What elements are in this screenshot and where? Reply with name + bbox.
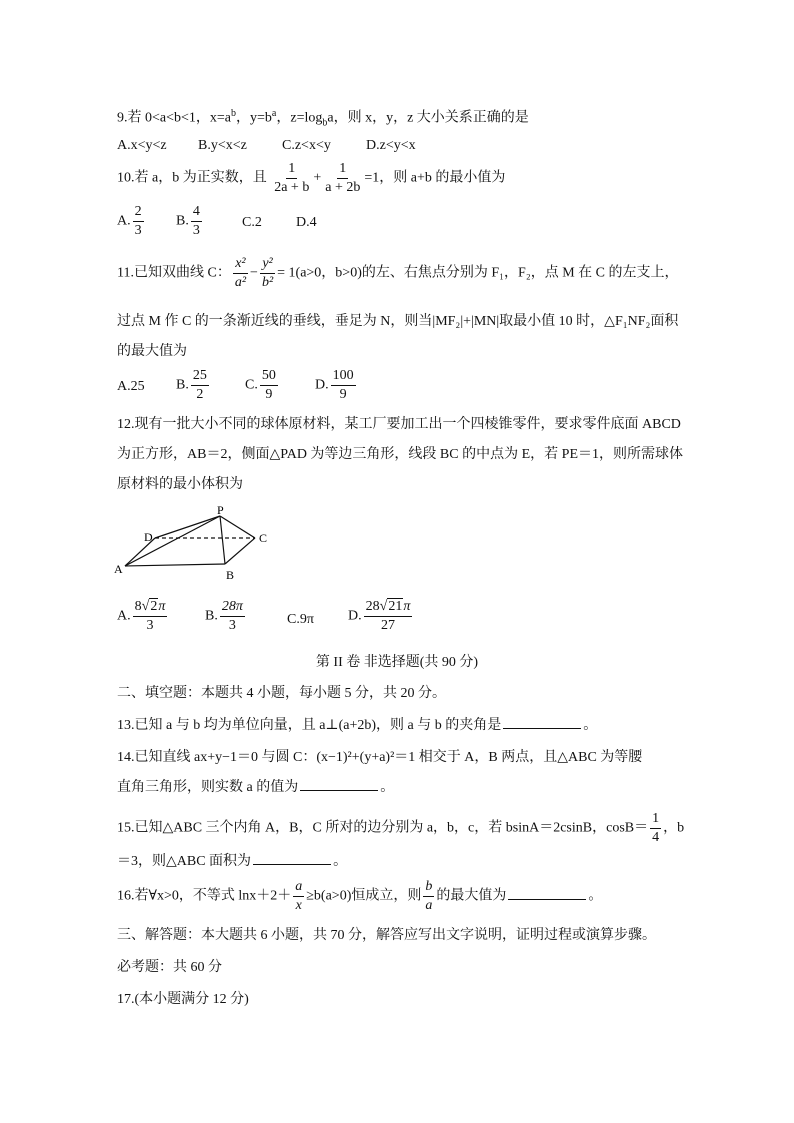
q12-option-a: A. $\frac{8√2\pi}{3}$ [117,599,166,633]
q10-option-d: D.4 [296,215,317,230]
q16-answer-blank[interactable] [508,887,586,900]
pyramid-figure [110,504,290,584]
q11-option-b: B. $\frac{25}{2}$ [176,368,207,402]
q14-stem-line1: 14.已知直线 ax+y−1＝0 与圆 C：(x−1)²+(y+a)²＝1 相交于 A，B 两点，且△ABC 为等腰 [117,750,643,765]
label-a: A [114,562,123,576]
label-p: P [217,504,224,517]
q16-stem: 16.若∀x>0，不等式 lnx＋2＋ $\frac{a}{x}$ ≥b(a>0)恒成立，则 $\frac{b}{a}$ 的最大值为 。 [117,879,603,913]
edge-pc [220,516,255,538]
q14-answer-blank[interactable] [300,778,378,791]
q9-option-a: A.x<y<z [117,138,167,153]
q12-option-b: B. $\frac{28\pi}{3}$ [205,599,243,633]
edge-ab [125,564,225,566]
q17-heading: 17.(本小题满分 12 分) [117,992,249,1007]
q15-stem-line2: ＝3，则△ABC 面积为 。 [117,854,348,869]
q11-stem-line1: 11.已知双曲线 C： $\frac{\text{x²}}{\text{a²}}$ − $\frac{\text{y²}}{\text{b²}}$ = 1(a>0，b>0)的左、右焦点分别为 F₁，F₂，点 M 在 C 的左支上， [117,256,679,290]
q12-stem-line1: 12.现有一批大小不同的球体原材料，某工厂要加工出一个四棱锥零件，要求零件底面 ABCD [117,417,681,432]
q10-option-c: C.2 [242,215,262,230]
q13-stem: 13.已知 a 与 b 均为单位向量，且 a⊥(a+2b)，则 a 与 b 的夹角是 。 [117,718,598,733]
edge-bc [225,538,255,564]
q9-option-c: C.z<x<y [282,138,331,153]
section-2-title: 第 II 卷 非选择题(共 90 分) [315,655,479,670]
q15-stem-line1: 15.已知△ABC 三个内角 A，B，C 所对的边分别为 a，b，c，若 bsinA＝2csinB，cosB＝ $\frac{1}{4}$ ，b [117,811,685,845]
q11-stem-line2: 过点 M 作 C 的一条渐近线的垂线，垂足为 N，则当|MF₂|+|MN|取最小值 10 时，△F₁NF₂面积 [117,314,679,329]
q11-stem-line3: 的最大值为 [117,344,187,359]
q9-option-b: B.y<x<z [198,138,247,153]
q12-option-d: D. $\frac{28√21\pi}{27}$ [348,599,411,633]
part-3-heading: 三、解答题：本大题共 6 小题，共 70 分，解答应写出文字说明，证明过程或演算步骤。 [117,928,656,943]
q12-option-c: C.9π [287,612,314,627]
label-b: B [226,568,235,582]
q13-answer-blank[interactable] [503,716,581,729]
q10-fraction-2: $\frac{1}{a + 2b}$ [325,161,361,195]
q12-stem-line2: 为正方形，AB＝2，侧面△PAD 为等边三角形，线段 BC 的中点为 E，若 PE＝1，则所需球体 [117,447,684,462]
q10-fraction-1: $\frac{1}{2a + b}$ [274,161,310,195]
q9-option-d: D.z<y<x [366,138,416,153]
edge-dp [155,516,220,538]
q10-option-a: A. $\frac{2}{3}$ [117,204,142,238]
part-2-heading: 二、填空题：本题共 4 小题，每小题 5 分，共 20 分。 [117,686,446,701]
edge-pb [220,516,225,564]
q15-answer-blank[interactable] [253,852,331,865]
q14-stem-line2: 直角三角形，则实数 a 的值为 。 [117,780,395,795]
label-c: C [259,531,268,545]
q11-option-d: D. $\frac{100}{9}$ [315,368,354,402]
q11-option-c: C. $\frac{50}{9}$ [245,368,276,402]
required-heading: 必考题：共 60 分 [117,960,222,975]
q10-stem: 10.若 a，b 为正实数，且 $\frac{1}{2a + b}$ + $\frac{1}{a + 2b}$ =1，则 a+b 的最小值为 [117,161,506,195]
q12-stem-line3: 原材料的最小体积为 [117,477,243,492]
q11-option-a: A.25 [117,379,145,394]
edge-ap [125,516,220,566]
q10-option-b: B. $\frac{4}{3}$ [176,204,200,238]
label-d: D [144,530,153,544]
q9-stem: 9.若 0<a<b<1，$x=a^b$，$y=b^a$，$z=\log_ba$，则 x，y，z 大小关系正确的是 [117,108,529,129]
